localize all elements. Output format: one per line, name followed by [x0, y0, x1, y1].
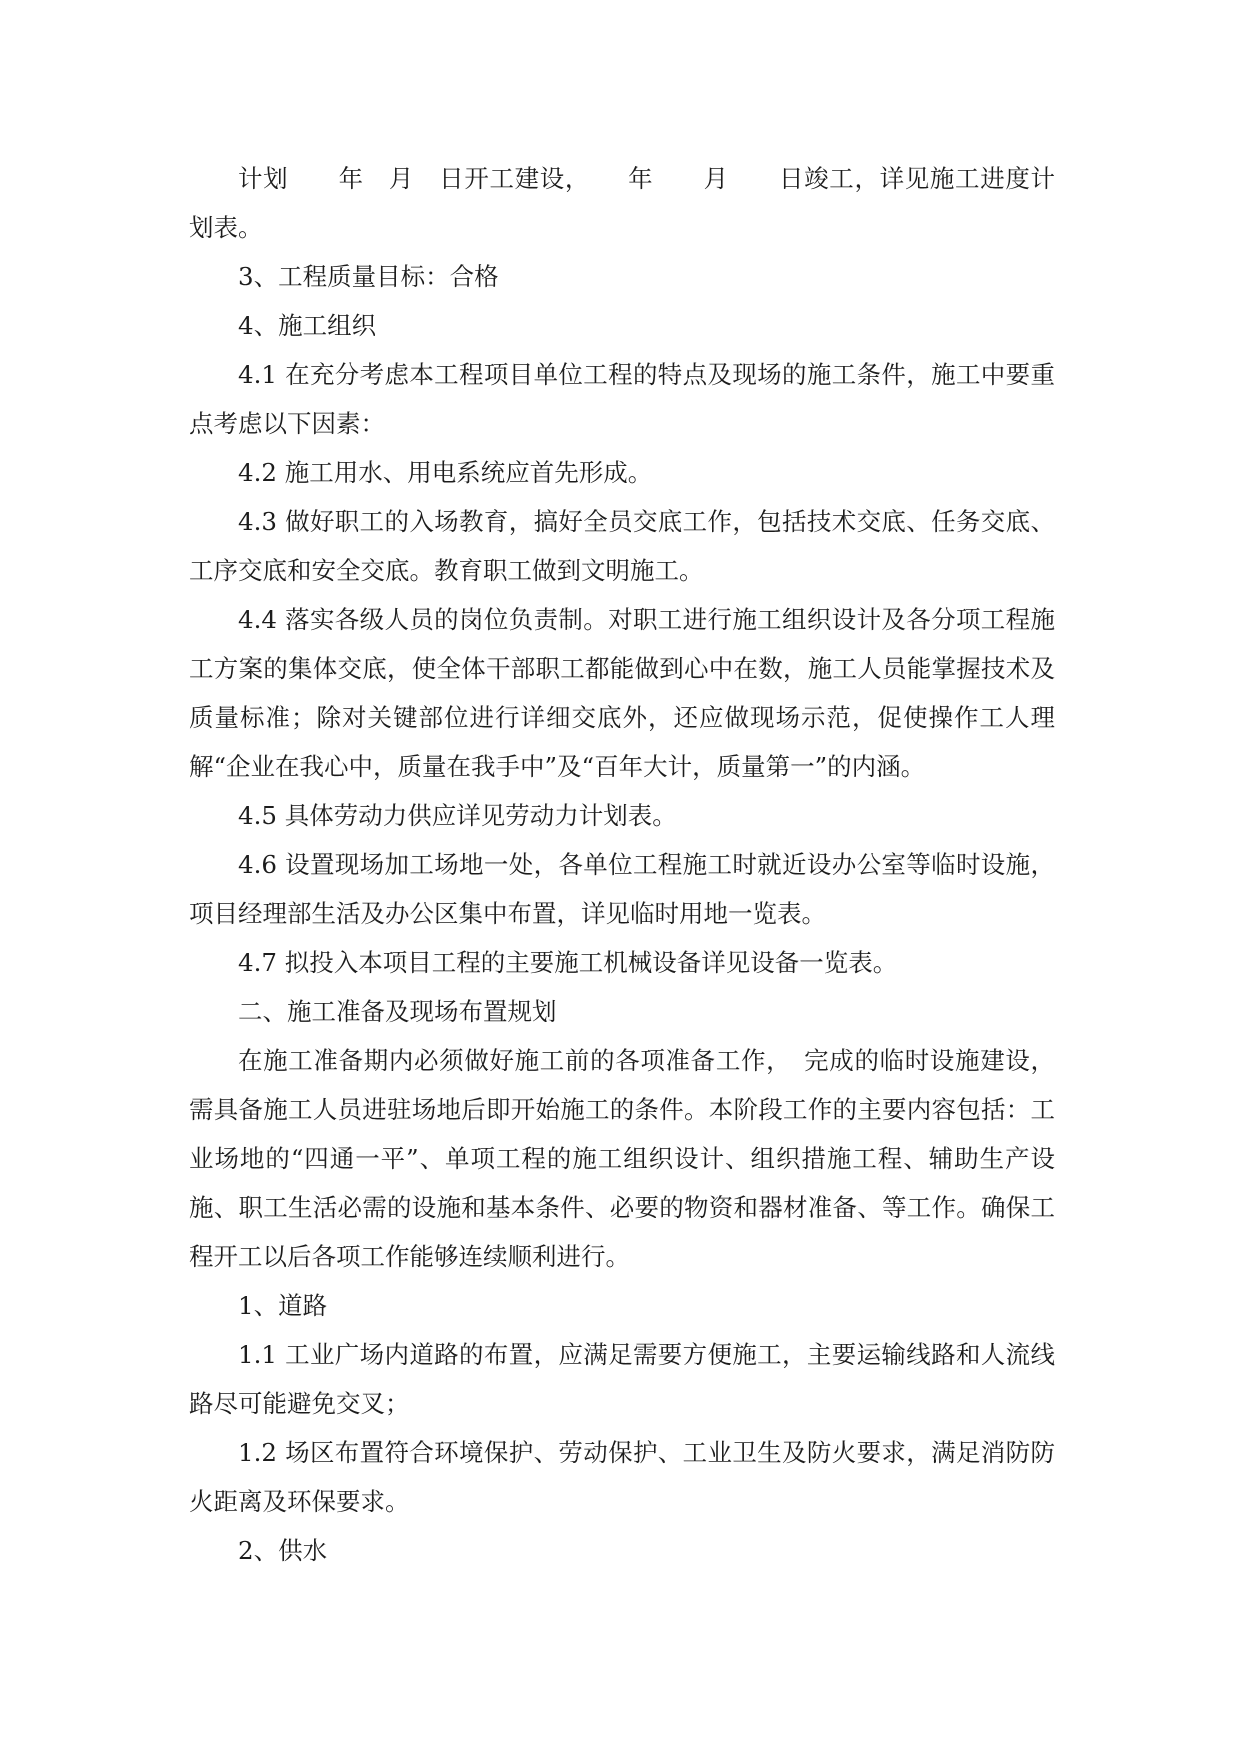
- paragraph-schedule: 计划 年 月 日开工建设， 年 月 日竣工，详见施工进度计划表。: [189, 164, 1055, 242]
- paragraph-4-2: 4.2 施工用水、用电系统应首先形成。: [238, 458, 653, 487]
- paragraph-4-5: 4.5 具体劳动力供应详见劳动力计划表。: [238, 801, 677, 830]
- paragraph-1-2: 1.2 场区布置符合环境保护、劳动保护、工业卫生及防火要求，满足消防防火距离及环保要求。: [189, 1438, 1055, 1516]
- paragraph-4-1: 4.1 在充分考虑本工程项目单位工程的特点及现场的施工条件，施工中要重点考虑以下因素：: [189, 360, 1055, 438]
- paragraph-1-1: 1.1 工业广场内道路的布置，应满足需要方便施工，主要运输线路和人流线路尽可能避免交叉；: [189, 1340, 1055, 1418]
- paragraph-preparation-period: 在施工准备期内必须做好施工前的各项准备工作， 完成的临时设施建设，需具备施工人员进驻场地后即开始施工的条件。本阶段工作的主要内容包括：工业场地的“四通一平”、单项工程的施工组织设计、组织措施工程、辅助生产设施、职工生活必需的设施和基本条件、必要的物资和器材准备、等工作。确保工程开工以后各项工作能够连续顺利进行。: [189, 1046, 1055, 1271]
- heading-construction-organization: 4、施工组织: [238, 311, 377, 340]
- paragraph-4-4: 4.4 落实各级人员的岗位负责制。对职工进行施工组织设计及各分项工程施工方案的集体交底，使全体干部职工都能做到心中在数，施工人员能掌握技术及质量标准；除对关键部位进行详细交底外，还应做现场示范，促使操作工人理解“企业在我心中，质量在我手中”及“百年大计，质量第一”的内涵。: [189, 605, 1055, 781]
- heading-roads: 1、道路: [238, 1291, 328, 1320]
- heading-preparation-and-layout: 二、施工准备及现场布置规划: [238, 997, 557, 1026]
- paragraph-4-6: 4.6 设置现场加工场地一处，各单位工程施工时就近设办公室等临时设施，项目经理部生活及办公区集中布置，详见临时用地一览表。: [189, 850, 1055, 928]
- heading-water-supply: 2、供水: [238, 1536, 328, 1565]
- paragraph-quality-target: 3、工程质量目标：合格: [238, 262, 499, 291]
- paragraph-4-3: 4.3 做好职工的入场教育，搞好全员交底工作，包括技术交底、任务交底、工序交底和安全交底。教育职工做到文明施工。: [189, 507, 1055, 585]
- paragraph-4-7: 4.7 拟投入本项目工程的主要施工机械设备详见设备一览表。: [238, 948, 898, 977]
- document-body: [189, 154, 1055, 1575]
